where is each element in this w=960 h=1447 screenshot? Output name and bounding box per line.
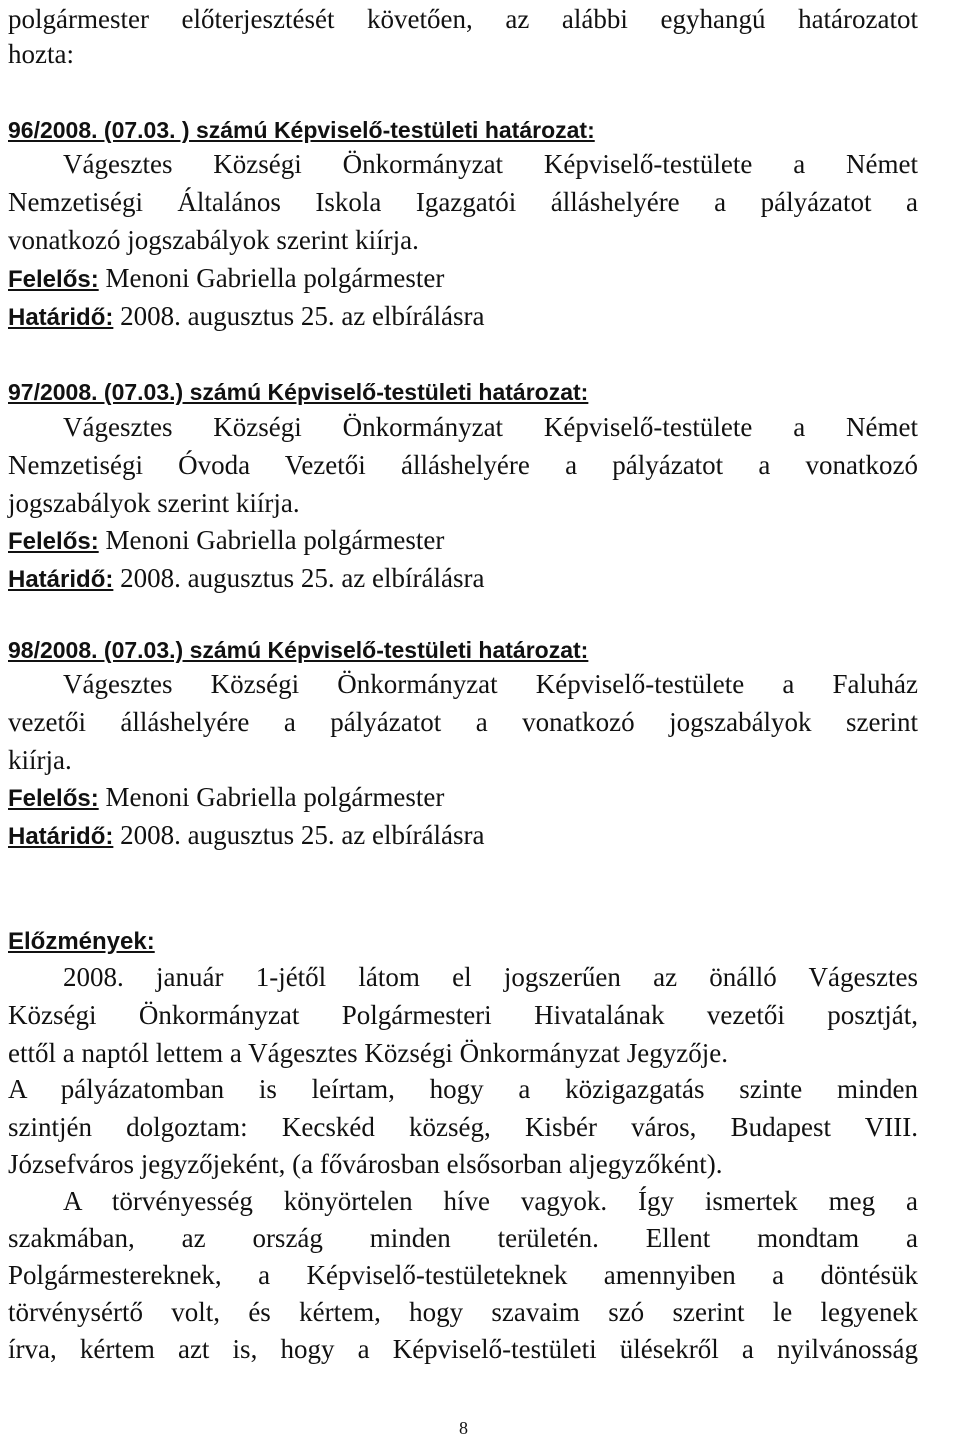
paragraph-line: szintjén dolgoztam: Kecskéd község, Kisbér város, Budapest VIII.: [8, 1112, 918, 1142]
responsible-label: Felelős:: [8, 266, 99, 293]
responsible-line: [8, 261, 918, 297]
paragraph-line: ettől a naptól lettem a Vágesztes Községi Önkormányzat Jegyzője.: [8, 1038, 729, 1068]
resolution-text: kiírja.: [8, 745, 72, 775]
responsible-label: Felelős:: [8, 528, 99, 555]
paragraph-line: 2008. január 1-jétől látom el jogszerűen az önálló Vágesztes: [63, 962, 918, 992]
deadline-label: Határidő:: [8, 823, 114, 850]
paragraph-line: Józsefváros jegyzőjeként, (a fővárosban elsősorban aljegyzőként).: [8, 1149, 723, 1179]
resolution-text: Vágesztes Községi Önkormányzat Képviselő-testülete a Faluház: [63, 669, 918, 699]
responsible-value: Menoni Gabriella polgármester: [105, 525, 445, 555]
page-number: 8: [459, 1418, 468, 1438]
resolution-heading: 96/2008. (07.03. ) számú Képviselő-testületi határozat:: [8, 117, 595, 143]
resolution-text: Nemzetiségi Általános Iskola Igazgatói álláshelyére a pályázatot a: [8, 187, 918, 217]
deadline-value: 2008. augusztus 25. az elbírálásra: [120, 563, 485, 593]
section-heading: Előzmények:: [8, 928, 155, 955]
resolution-text: Vágesztes Községi Önkormányzat Képviselő-testülete a Német: [63, 149, 918, 179]
responsible-value: Menoni Gabriella polgármester: [105, 263, 445, 293]
responsible-line: [8, 780, 918, 816]
resolution-heading: 97/2008. (07.03.) számú Képviselő-testületi határozat:: [8, 379, 589, 405]
paragraph-line: Községi Önkormányzat Polgármesteri Hivatalának vezetői posztját,: [8, 1000, 918, 1030]
deadline-line: [8, 561, 918, 597]
paragraph-line: szakmában, az ország minden területén. Ellent mondtam a: [8, 1223, 918, 1253]
intro-line: polgármester előterjesztését követően, az alábbi egyhangú határozatot: [8, 4, 918, 34]
responsible-line: [8, 523, 918, 559]
deadline-line: [8, 818, 918, 854]
resolution-text: vonatkozó jogszabályok szerint kiírja.: [8, 225, 419, 255]
deadline-line: [8, 299, 918, 335]
deadline-label: Határidő:: [8, 566, 114, 593]
paragraph-line: A pályázatomban is leírtam, hogy a közigazgatás szinte minden: [8, 1074, 918, 1104]
responsible-label: Felelős:: [8, 785, 99, 812]
resolution-text: vezetői álláshelyére a pályázatot a vonatkozó jogszabályok szerint: [8, 707, 918, 737]
paragraph-line: írva, kértem azt is, hogy a Képviselő-testületi ülésekről a nyilvánosság: [8, 1334, 918, 1364]
responsible-value: Menoni Gabriella polgármester: [105, 782, 445, 812]
deadline-value: 2008. augusztus 25. az elbírálásra: [120, 820, 485, 850]
paragraph-line: törvénysértő volt, és kértem, hogy szavaim szó szerint le legyenek: [8, 1297, 918, 1327]
resolution-text: Nemzetiségi Óvoda Vezetői álláshelyére a pályázatot a vonatkozó: [8, 450, 918, 480]
intro-line: hozta:: [8, 39, 74, 69]
resolution-text: Vágesztes Községi Önkormányzat Képviselő-testülete a Német: [63, 412, 918, 442]
resolution-heading: 98/2008. (07.03.) számú Képviselő-testületi határozat:: [8, 637, 589, 663]
resolution-text: jogszabályok szerint kiírja.: [8, 488, 300, 518]
paragraph-line: A törvényesség könyörtelen híve vagyok. Így ismertek meg a: [63, 1186, 918, 1216]
paragraph-line: Polgármestereknek, a Képviselő-testületeknek amennyiben a döntésük: [8, 1260, 918, 1290]
deadline-value: 2008. augusztus 25. az elbírálásra: [120, 301, 485, 331]
deadline-label: Határidő:: [8, 304, 114, 331]
